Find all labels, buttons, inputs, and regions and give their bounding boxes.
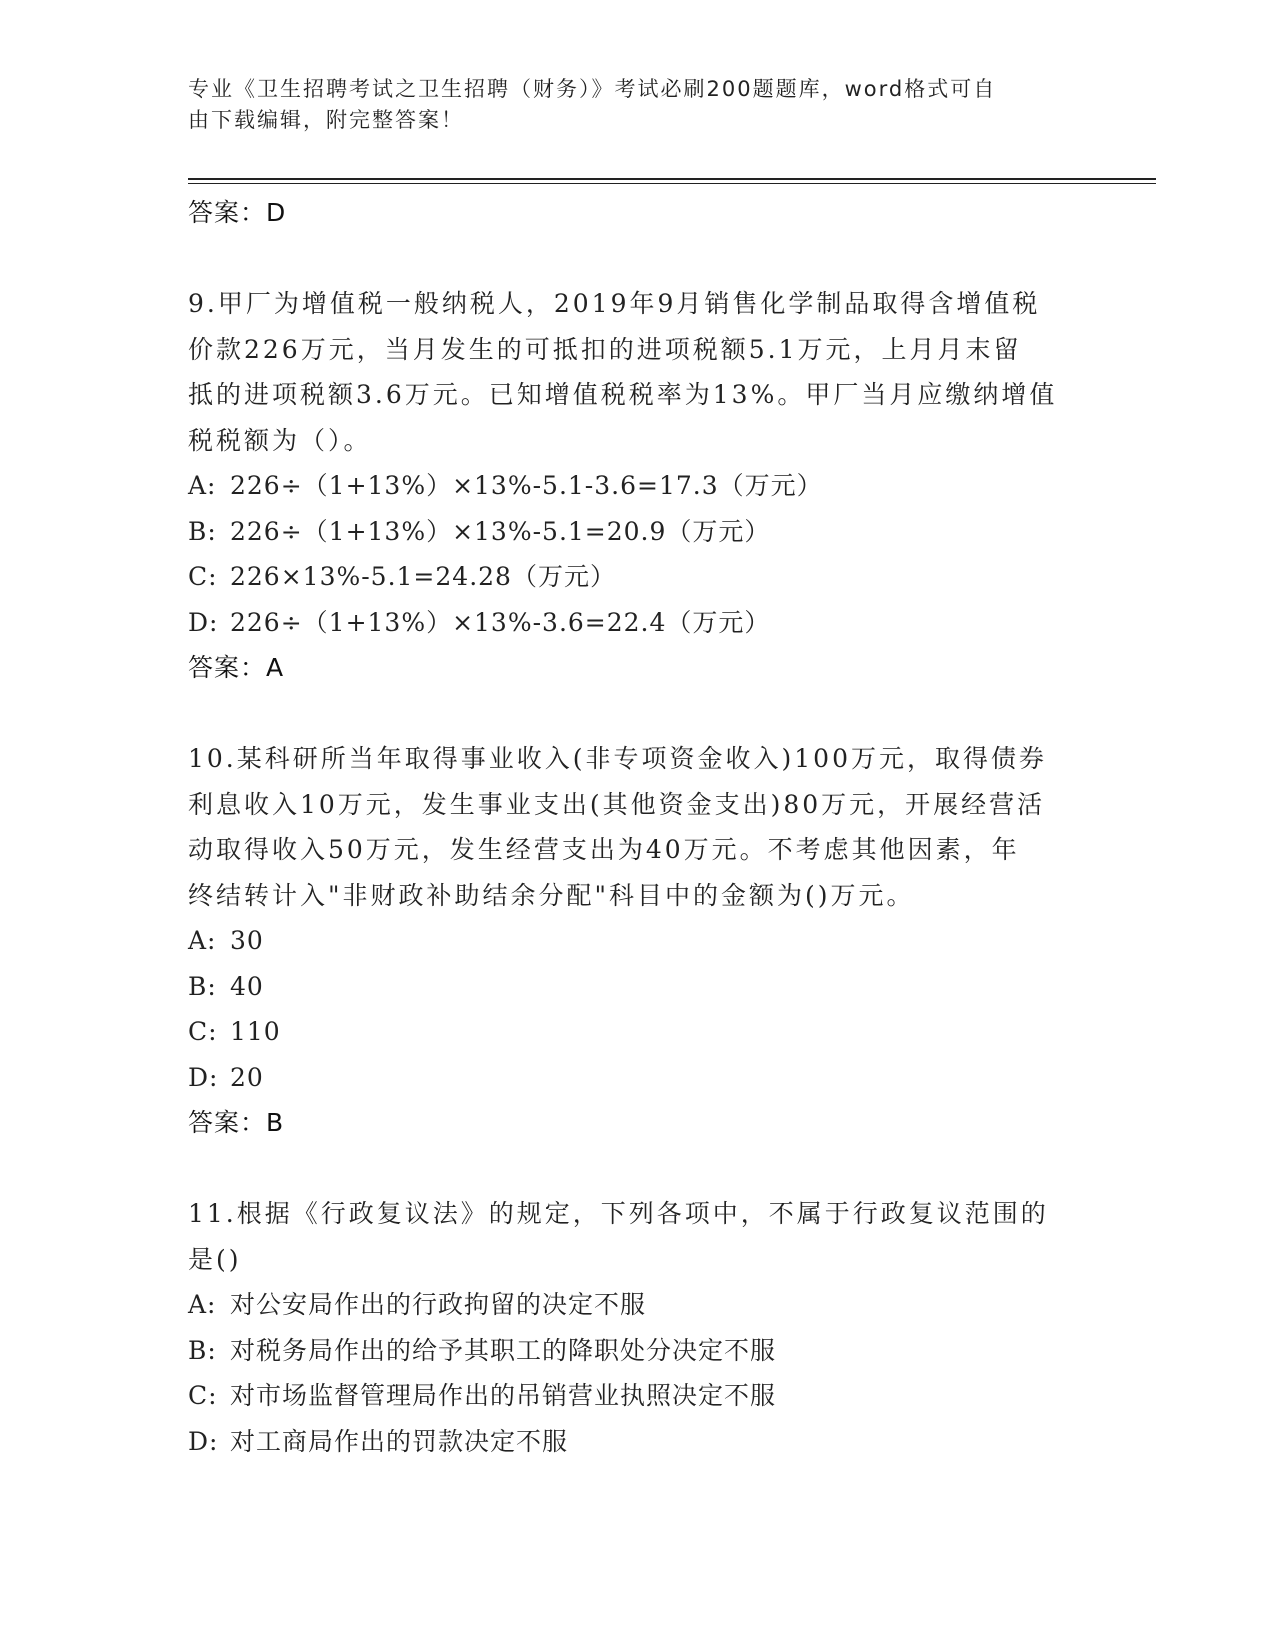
header-line-1: 专业《卫生招聘考试之卫生招聘（财务）》考试必刷200题题库，word格式可自 xyxy=(188,77,997,101)
option-d xyxy=(188,600,1088,646)
option-d xyxy=(188,1419,1088,1465)
question-text xyxy=(188,281,1088,463)
option-text: 对税务局作出的给予其职工的降职处分决定不服 xyxy=(230,1335,777,1365)
question-line: 11.根据《行政复议法》的规定，下列各项中，不属于行政复议范围的 xyxy=(188,1199,1049,1228)
answer-line: 答案：A xyxy=(188,653,285,682)
spacer xyxy=(188,1146,1088,1191)
option-letter: D: xyxy=(188,607,219,637)
question-line: 价款226万元，当月发生的可抵扣的进项税额5.1万元，上月月末留 xyxy=(188,334,1022,364)
question-line: 是() xyxy=(188,1244,242,1274)
question-11 xyxy=(188,1191,1088,1464)
option-text: 30 xyxy=(230,926,264,955)
question-line: 终结转计入"非财政补助结余分配"科目中的金额为()万元。 xyxy=(188,880,915,910)
option-letter: A: xyxy=(188,1290,217,1319)
option-letter: C: xyxy=(188,1381,218,1410)
option-d xyxy=(188,1055,1088,1101)
option-letter: B: xyxy=(188,971,217,1001)
option-a xyxy=(188,918,1088,964)
option-a xyxy=(188,1282,1088,1328)
header-divider-thick xyxy=(188,178,1156,180)
question-9 xyxy=(188,281,1088,691)
question-line: 利息收入10万元，发生事业支出(其他资金支出)80万元，开展经营活 xyxy=(188,789,1046,819)
option-letter: A: xyxy=(188,471,217,500)
option-letter: C: xyxy=(188,562,218,591)
option-b xyxy=(188,509,1088,555)
option-letter: D: xyxy=(188,1426,219,1456)
option-letter: B: xyxy=(188,516,217,546)
question-text xyxy=(188,1191,1088,1282)
option-c xyxy=(188,1009,1088,1055)
question-line: 抵的进项税额3.6万元。已知增值税税率为13%。甲厂当月应缴纳增值 xyxy=(188,380,1058,409)
option-text: 20 xyxy=(230,1062,264,1092)
question-10 xyxy=(188,736,1088,1146)
question-line: 税税额为（）。 xyxy=(188,425,372,455)
spacer xyxy=(188,236,1088,281)
document-body xyxy=(188,190,1088,1464)
option-letter: D: xyxy=(188,1062,219,1092)
option-c xyxy=(188,554,1088,600)
option-text: 226÷（1+13%）×13%-3.6=22.4（万元） xyxy=(230,607,771,637)
question-line: 9.甲厂为增值税一般纳税人，2019年9月销售化学制品取得含增值税 xyxy=(188,289,1041,318)
option-a xyxy=(188,463,1088,509)
option-text: 226÷（1+13%）×13%-5.1-3.6=17.3（万元） xyxy=(230,471,823,500)
header-divider-thin xyxy=(188,183,1156,184)
page-header xyxy=(188,74,1088,136)
option-b xyxy=(188,964,1088,1010)
option-text: 对市场监督管理局作出的吊销营业执照决定不服 xyxy=(230,1381,777,1410)
option-letter: B: xyxy=(188,1335,217,1365)
option-text: 对工商局作出的罚款决定不服 xyxy=(230,1426,569,1456)
option-text: 226÷（1+13%）×13%-5.1=20.9（万元） xyxy=(230,516,771,546)
spacer xyxy=(188,691,1088,736)
answer-line: 答案：B xyxy=(188,1108,285,1137)
option-letter: C: xyxy=(188,1017,218,1046)
option-text: 对公安局作出的行政拘留的决定不服 xyxy=(230,1290,647,1319)
previous-answer: 答案：D xyxy=(188,198,287,227)
option-text: 40 xyxy=(230,971,264,1001)
question-text xyxy=(188,736,1088,918)
option-c xyxy=(188,1373,1088,1419)
option-text: 110 xyxy=(230,1017,281,1046)
option-text: 226×13%-5.1=24.28（万元） xyxy=(230,562,616,591)
question-line: 10.某科研所当年取得事业收入(非专项资金收入)100万元，取得债券 xyxy=(188,744,1047,773)
option-letter: A: xyxy=(188,926,217,955)
question-line: 动取得收入50万元，发生经营支出为40万元。不考虑其他因素，年 xyxy=(188,835,1020,864)
option-b xyxy=(188,1328,1088,1374)
header-line-2: 由下载编辑，附完整答案！ xyxy=(188,108,464,132)
